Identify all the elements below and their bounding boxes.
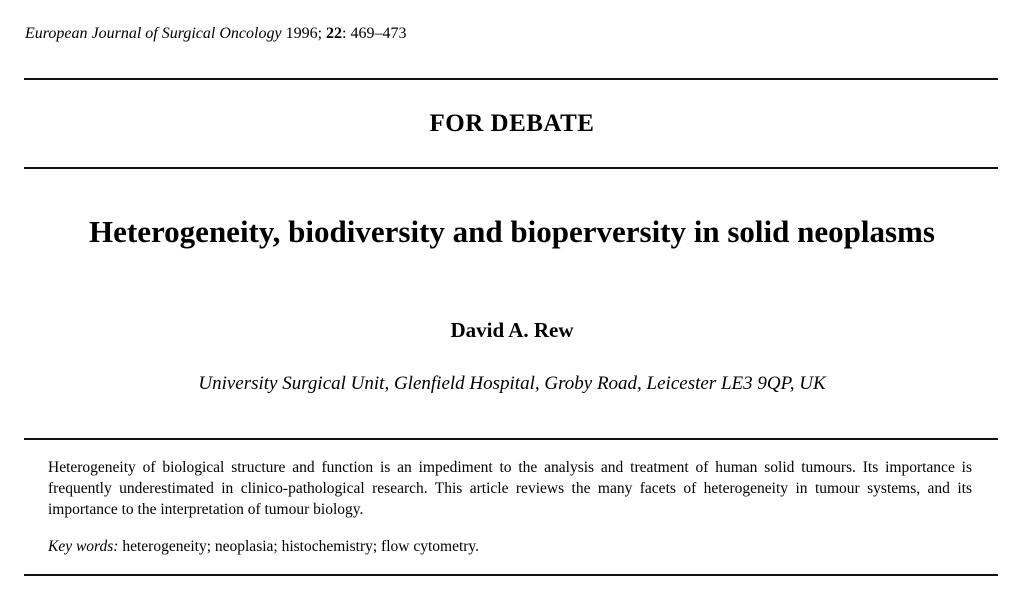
author: David A. Rew	[450, 318, 574, 342]
journal-name: European Journal of Surgical Oncology	[25, 25, 282, 42]
keywords-label: Key words:	[48, 538, 119, 555]
divider-abstract-top	[24, 438, 998, 440]
citation	[25, 25, 406, 43]
article-title: Heterogeneity, biodiversity and bioperversity in solid neoplasms	[89, 214, 935, 249]
citation-volume: 22	[326, 25, 343, 42]
citation-year: 1996;	[285, 25, 323, 42]
keywords-text: heterogeneity; neoplasia; histochemistry; flow cytometry.	[122, 538, 480, 555]
abstract	[48, 457, 972, 520]
section-heading: FOR DEBATE	[429, 110, 595, 137]
affiliation: University Surgical Unit, Glenfield Hospital, Groby Road, Leicester LE3 9QP, UK	[198, 373, 826, 394]
abstract-text: Heterogeneity of biological structure and function is an impediment to the analysis and treatment of human solid tumours. Its importance is frequently underestimated in clinico-pathological research. This article reviews the many facets of heterogeneity in tumour systems, and its importance to the interpretation of tumour biology.	[48, 459, 972, 518]
divider-section	[24, 167, 998, 169]
divider-abstract-bottom	[24, 574, 998, 576]
keywords	[48, 538, 479, 556]
citation-pages: : 469–473	[342, 25, 407, 42]
divider-top	[24, 78, 998, 80]
